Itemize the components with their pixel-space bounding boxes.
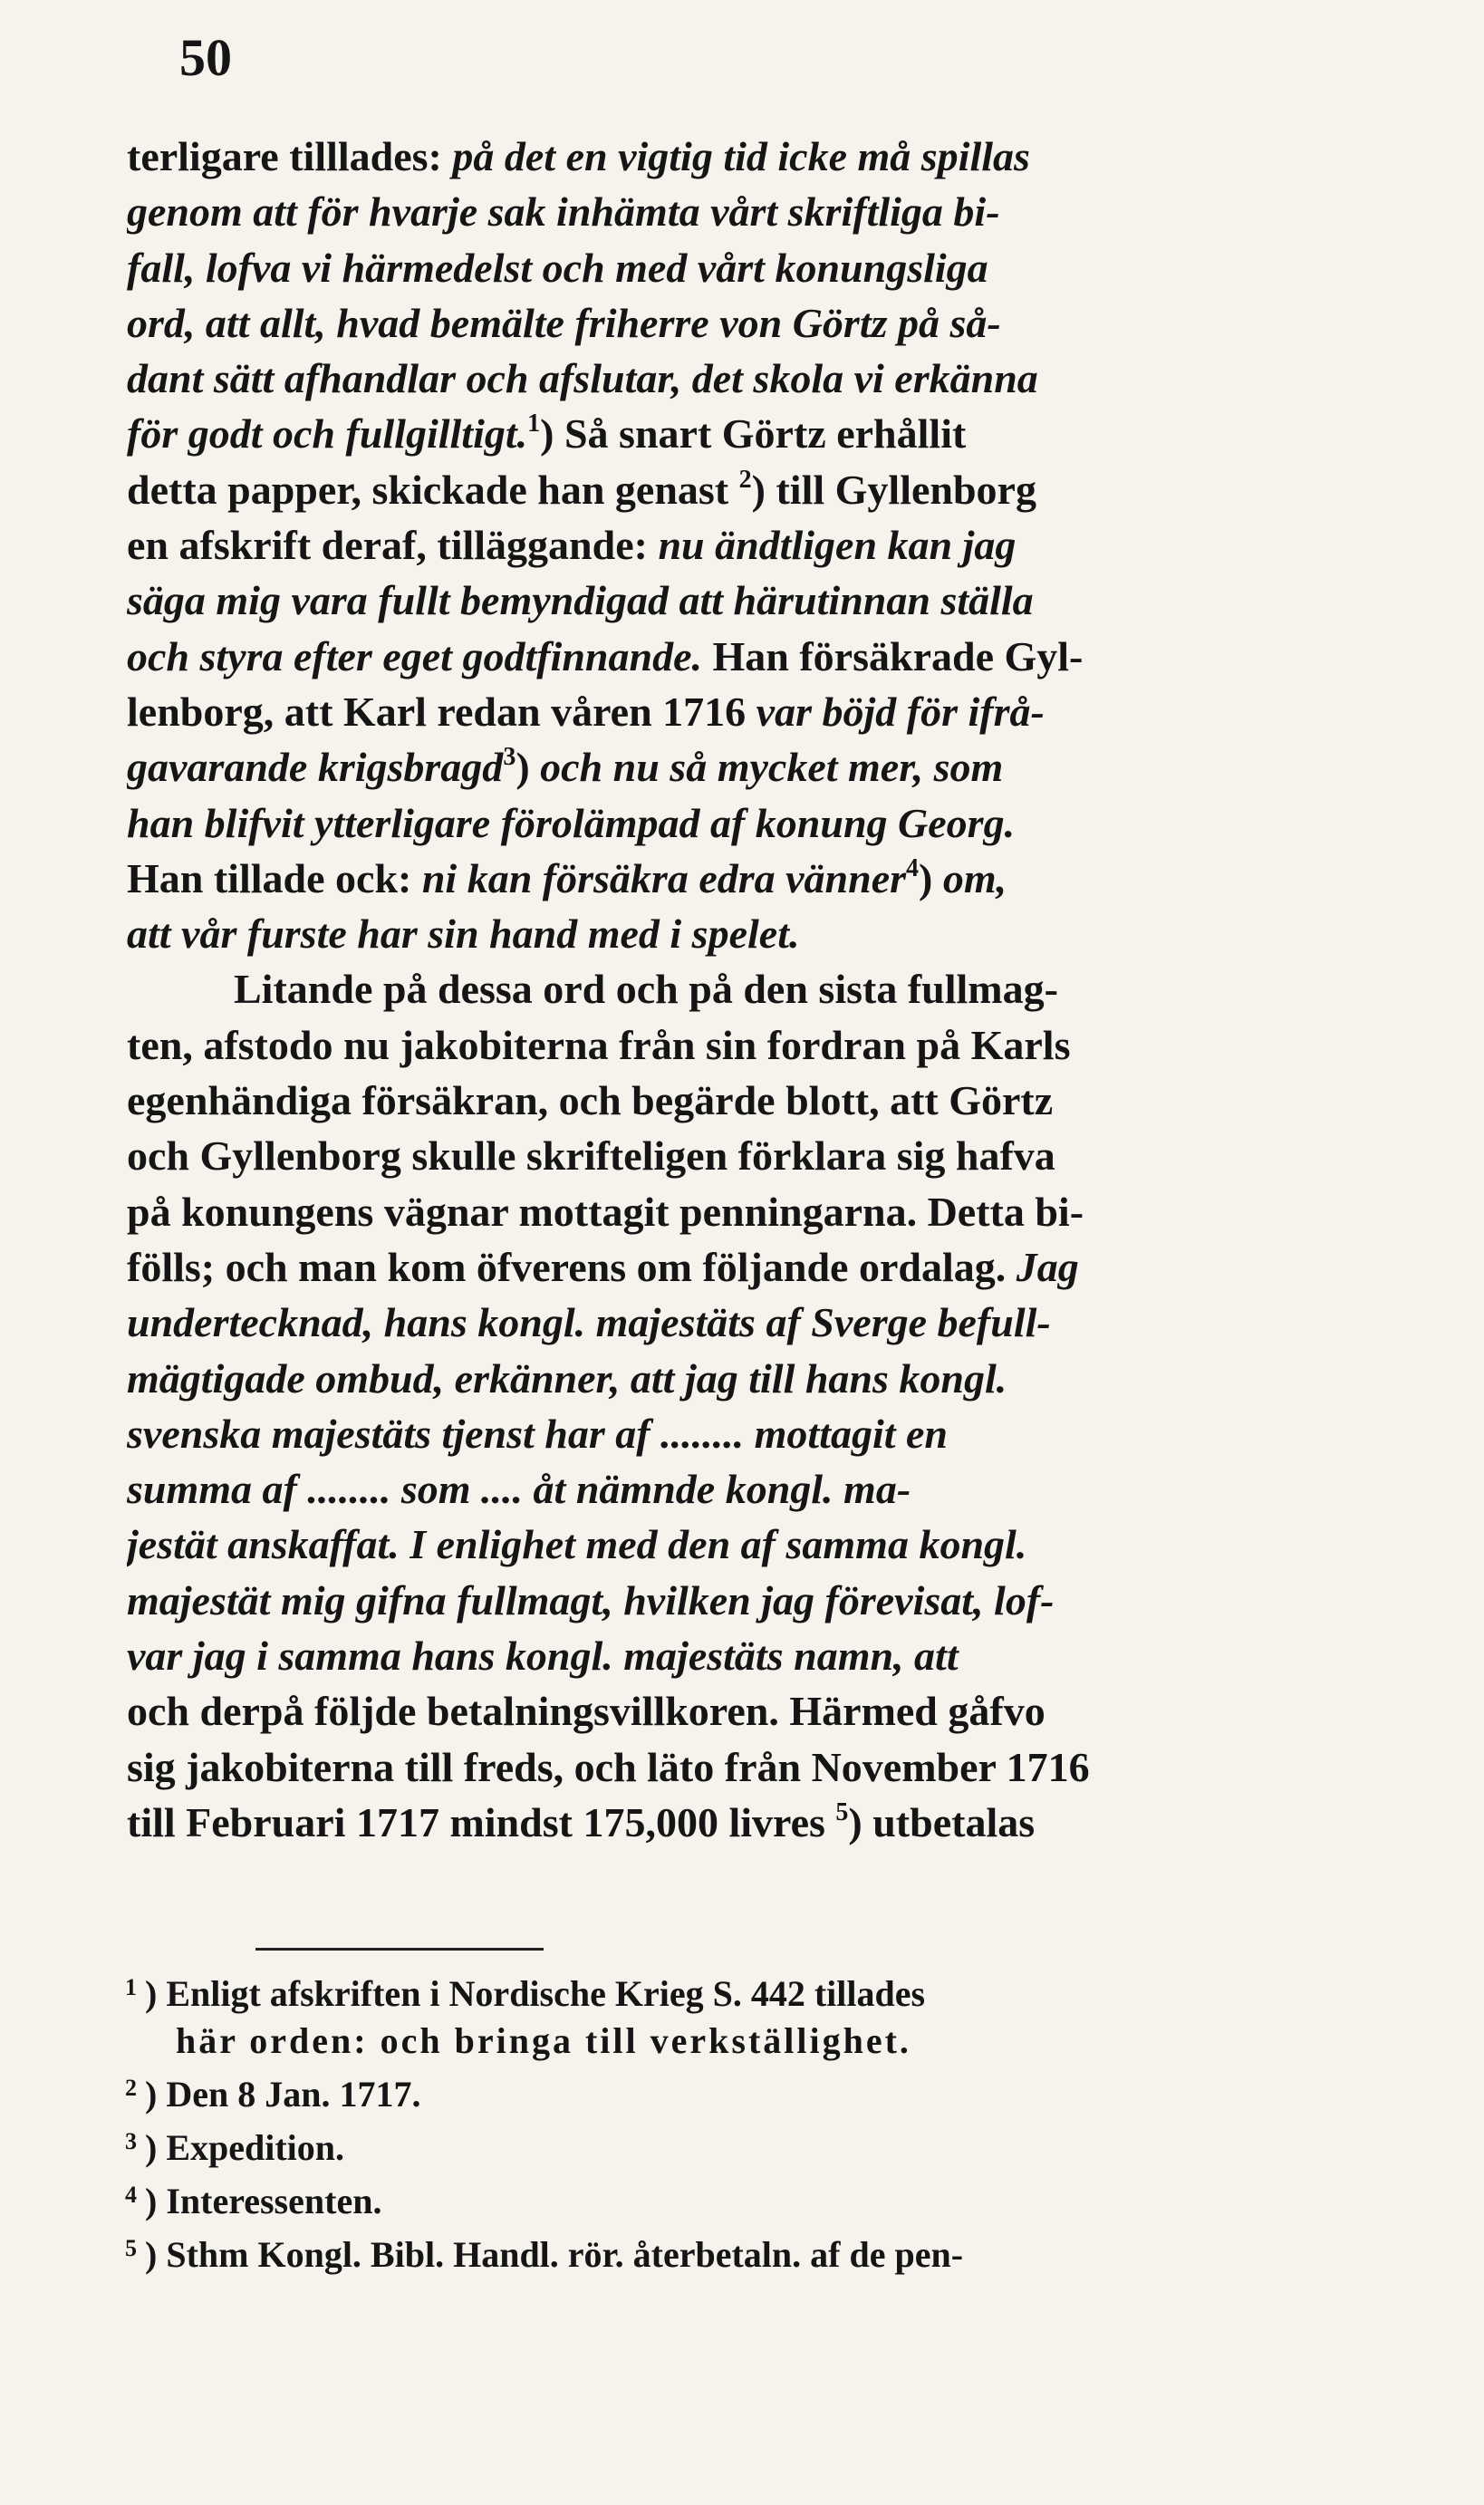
footnote-ref: 4 bbox=[906, 853, 920, 882]
text-line bbox=[127, 184, 1386, 239]
text-segment: mägtigade ombud, erkänner, att jag till hans kongl. bbox=[127, 1354, 1007, 1402]
footnote-ref: 2 bbox=[738, 465, 752, 494]
footnote-text: ) Enligt afskriften i Nordische Krieg S. 442 tillades bbox=[145, 1973, 926, 2014]
text-segment: undertecknad, hans kongl. majestäts af Sverge befull- bbox=[127, 1299, 1051, 1346]
text-segment: och Gyllenborg skulle skrifteligen förklara sig hafva bbox=[127, 1132, 1055, 1180]
text-line bbox=[127, 129, 1386, 184]
footnote bbox=[125, 1964, 1393, 2018]
text-line bbox=[127, 1128, 1386, 1183]
footnote-text: ) Expedition. bbox=[145, 2127, 345, 2168]
text-segment: han blifvit ytterligare förolämpad af konung Georg. bbox=[127, 799, 1016, 846]
text-segment: nu ändtligen kan jag bbox=[658, 522, 1017, 569]
text-segment: en afskrift deraf, tilläggande: bbox=[127, 522, 659, 569]
text-segment: sig jakobiterna till freds, och läto från November 1716 bbox=[127, 1743, 1090, 1790]
text-segment: Litande på dessa ord och på den sista fullmag- bbox=[234, 966, 1058, 1013]
footnote-mark: 2 bbox=[125, 2075, 137, 2101]
text-line bbox=[127, 1017, 1386, 1073]
footnote bbox=[125, 2065, 1393, 2118]
text-line bbox=[127, 573, 1386, 628]
text-line bbox=[127, 795, 1386, 851]
text-line bbox=[127, 517, 1386, 573]
text-segment: gavarande krigsbragd bbox=[127, 744, 504, 791]
text-segment: dant sätt afhandlar och afslutar, det skola vi erkänna bbox=[127, 355, 1038, 402]
text-segment: ord, att allt, hvad bemälte friherre von Görtz på så- bbox=[127, 299, 1001, 346]
text-line bbox=[127, 1239, 1386, 1295]
text-line bbox=[127, 1739, 1386, 1795]
text-segment: terligare tilllades: bbox=[127, 133, 453, 179]
text-line bbox=[127, 629, 1386, 684]
footnote-text: ) Sthm Kongl. Bibl. Handl. rör. återbetaln. af de pen- bbox=[145, 2234, 964, 2275]
text-line bbox=[127, 406, 1386, 461]
body-text bbox=[127, 129, 1386, 1850]
text-segment: summa af ........ som .... åt nämnde kongl. ma- bbox=[127, 1466, 911, 1513]
text-line bbox=[127, 1683, 1386, 1739]
text-segment: på det en vigtig tid icke må spillas bbox=[452, 133, 1030, 179]
text-segment: ni kan försäkra edra vänner bbox=[421, 854, 907, 901]
text-line bbox=[127, 295, 1386, 351]
text-segment: egenhändiga försäkran, och begärde blott, att Görtz bbox=[127, 1077, 1054, 1124]
footnote bbox=[125, 2118, 1393, 2172]
footnote-divider bbox=[255, 1948, 544, 1951]
text-line bbox=[127, 851, 1386, 906]
footnote-text: ) Den 8 Jan. 1717. bbox=[145, 2074, 421, 2115]
text-segment: Han tillade ock: bbox=[127, 854, 422, 901]
text-line bbox=[127, 1628, 1386, 1683]
footnotes bbox=[125, 1964, 1393, 2279]
text-segment: jestät anskaffat. I enlighet med den af samma kongl. bbox=[127, 1521, 1027, 1568]
text-line bbox=[127, 684, 1386, 739]
text-segment: om, bbox=[942, 854, 1007, 901]
text-segment: var böjd för ifrå- bbox=[756, 688, 1045, 735]
footnote-ref: 3 bbox=[503, 743, 516, 772]
text-segment: och nu så mycket mer, som bbox=[540, 744, 1004, 791]
text-segment: Han försäkrade Gyl- bbox=[702, 632, 1084, 679]
text-segment: ) Så snart Görtz erhållit bbox=[540, 410, 967, 458]
text-segment: säga mig vara fullt bemyndigad att härutinnan ställa bbox=[127, 577, 1034, 624]
text-segment: ) till Gyllenborg bbox=[751, 466, 1036, 513]
footnote-continuation: här orden: och bringa till verkställighet. bbox=[176, 2020, 911, 2061]
footnote-ref: 5 bbox=[835, 1797, 849, 1826]
text-segment: genom att för hvarje sak inhämta vårt skriftliga bi- bbox=[127, 188, 1000, 236]
text-segment: lenborg, att Karl redan våren 1716 bbox=[127, 688, 756, 735]
text-line bbox=[127, 1795, 1386, 1850]
text-segment: detta papper, skickade han genast bbox=[127, 466, 739, 513]
text-line bbox=[127, 462, 1386, 517]
footnote-mark: 4 bbox=[125, 2182, 137, 2208]
text-segment: och derpå följde betalningsvillkoren. Härmed gåfvo bbox=[127, 1688, 1046, 1735]
footnote-text: ) Interessenten. bbox=[145, 2181, 382, 2221]
footnote-mark: 5 bbox=[125, 2235, 137, 2261]
text-line bbox=[127, 1461, 1386, 1517]
text-segment: och styra efter eget godtfinnande. bbox=[127, 632, 702, 679]
text-segment: majestät mig gifna fullmagt, hvilken jag förevisat, lof- bbox=[127, 1576, 1055, 1623]
text-segment: ) bbox=[919, 854, 943, 901]
text-segment: att vår furste har sin hand med i spelet. bbox=[127, 910, 800, 958]
footnote bbox=[125, 2172, 1393, 2225]
text-line bbox=[127, 1184, 1386, 1239]
text-segment: till Februari 1717 mindst 175,000 livres bbox=[127, 1798, 836, 1845]
text-segment: var jag i samma hans kongl. majestäts namn, att bbox=[127, 1633, 959, 1680]
text-segment: ) bbox=[516, 744, 541, 791]
text-line bbox=[127, 240, 1386, 295]
text-line bbox=[127, 1406, 1386, 1461]
footnote-mark: 3 bbox=[125, 2128, 137, 2154]
text-segment: ) utbetalas bbox=[848, 1798, 1036, 1845]
text-line bbox=[127, 351, 1386, 406]
footnote bbox=[125, 2225, 1393, 2279]
text-segment: för godt och fullgilltigt. bbox=[127, 410, 528, 458]
text-line bbox=[127, 1517, 1386, 1572]
text-segment: ten, afstodo nu jakobiterna från sin fordran på Karls bbox=[127, 1021, 1071, 1068]
text-segment: på konungens vägnar mottagit penningarna. Detta bi- bbox=[127, 1188, 1084, 1235]
text-segment: Jag bbox=[1016, 1243, 1079, 1290]
text-segment: fölls; och man kom öfverens om följande ordalag. bbox=[127, 1243, 1017, 1290]
text-segment: svenska majestäts tjenst har af ........ mottagit en bbox=[127, 1410, 949, 1457]
page-number: 50 bbox=[179, 28, 232, 87]
footnote-mark: 1 bbox=[125, 1974, 137, 2000]
text-line bbox=[127, 1573, 1386, 1628]
text-line bbox=[127, 1295, 1386, 1350]
text-line bbox=[127, 961, 1386, 1016]
text-line bbox=[127, 906, 1386, 961]
text-line bbox=[127, 1351, 1386, 1406]
text-line bbox=[127, 739, 1386, 795]
footnote-ref: 1 bbox=[527, 409, 541, 438]
text-line bbox=[127, 1073, 1386, 1128]
text-segment: fall, lofva vi härmedelst och med vårt konungsliga bbox=[127, 244, 988, 291]
